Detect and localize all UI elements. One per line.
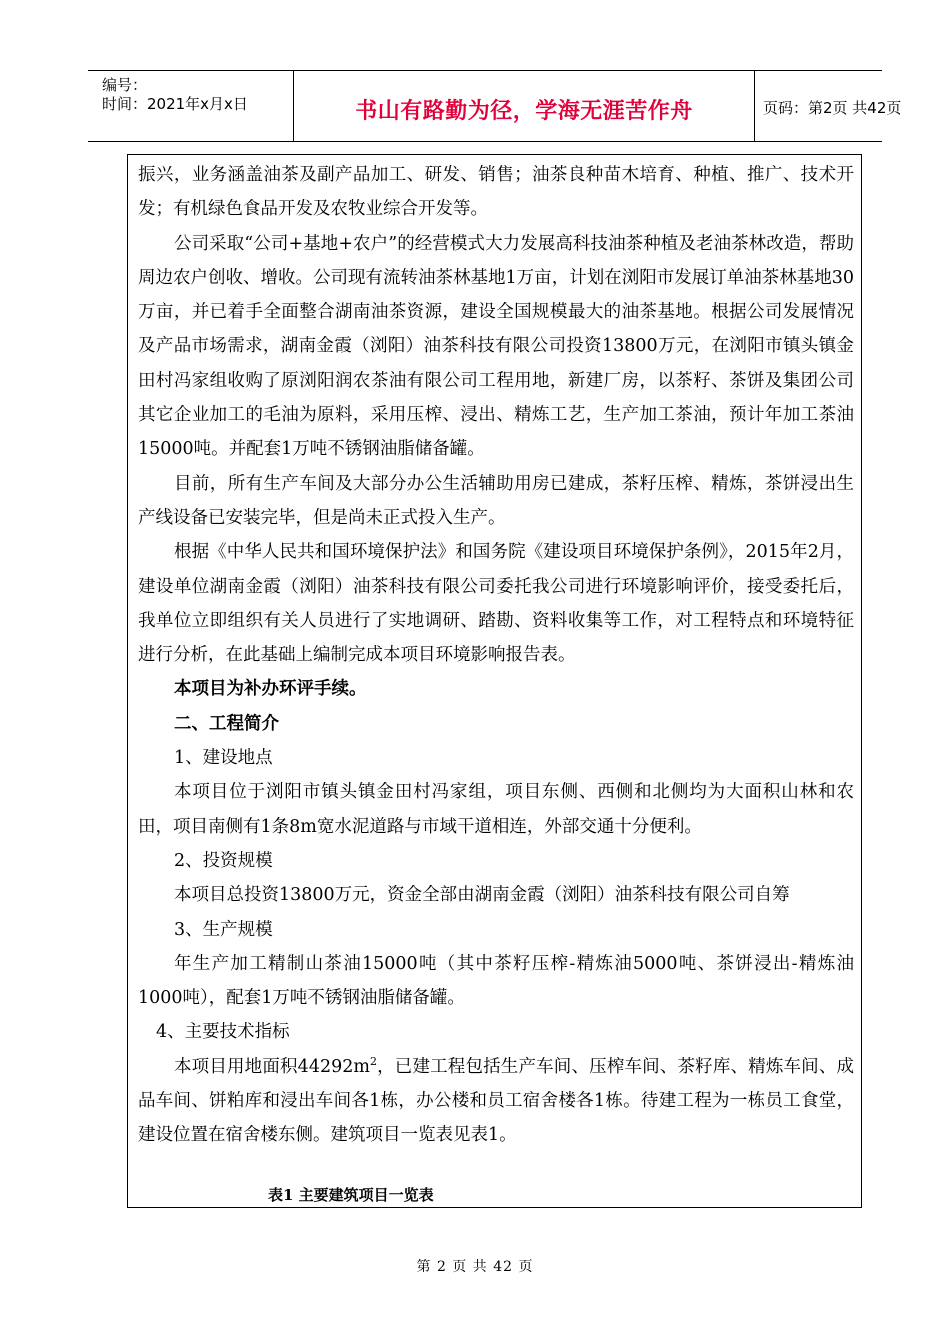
paragraph: 年生产加工精制山茶油15000吨（其中茶籽压榨-精炼油5000吨、茶饼浸出-精炼油1000吨），配套1万吨不锈钢油脂储备罐。 [138,953,854,1009]
bold-note: 本项目为补办环评手续。 [174,679,367,700]
paragraph-text: 本项目用地面积44292m [174,1056,370,1077]
paragraph: 公司采取“公司+基地+农户”的经营模式大力发展高科技油茶种植及老油茶林改造，帮助周边农户创收、增收。公司现有流转油茶林基地1万亩，计划在浏阳市发展订单油茶林基地30万亩，并已着手全面整合湖南油茶资源，建设全国规模最大的油茶基地。根据公司发展情况及产品市场需求，湖南金霞（浏阳）油茶科技有限公司投资13800万元，在浏阳市镇头镇金田村冯家组收购了原浏阳润农茶油有限公司工程用地，新建厂房，以茶籽、茶饼及集团公司其它企业加工的毛油为原料，采用压榨、浸出、精炼工艺，生产加工茶油，预计年加工茶油15000吨。并配套1万吨不锈钢油脂储备罐。 [138,233,854,460]
paragraph: 振兴，业务涵盖油茶及副产品加工、研发、销售；油茶良种苗木培育、种植、推广、技术开发；有机绿色食品开发及农牧业综合开发等。 [138,165,854,220]
paragraph-text: ，已建工程包括生产车间、压榨车间、茶籽库、精炼车间、成品车间、饼粕库和浸出车间各1栋，办公楼和员工宿舍楼各1栋。待建工程为一栋员工食堂，建设位置在宿舍楼东侧。建筑项目一览表见表1。 [138,1056,855,1146]
header-page-cell [754,71,902,141]
paragraph [138,1050,854,1153]
header-motto: 书山有路勤为径，学海无涯苦作舟 [355,99,693,124]
paragraph: 根据《中华人民共和国环境保护法》和国务院《建设项目环境保护条例》，2015年2月，建设单位湖南金霞（浏阳）油茶科技有限公司委托我公司进行环境影响评价，接受委托后，我单位立即组织有关人员进行了实地调研、踏勘、资料收集等工作，对工程特点和环境特征进行分析，在此基础上编制完成本项目环境影响报告表。 [138,542,854,666]
paragraph: 本项目位于浏阳市镇头镇金田村冯家组，项目东侧、西侧和北侧均为大面积山林和农田，项目南侧有1条8m宽水泥道路与市域干道相连，外部交通十分便利。 [138,782,854,837]
header-page-label: 页码：第2页 共42页 [763,99,902,117]
subsection-heading: 2、投资规模 [174,850,273,871]
subsection-heading: 3、生产规模 [174,919,273,940]
content-box [127,154,862,1208]
paragraph: 本项目总投资13800万元，资金全部由湖南金霞（浏阳）油茶科技有限公司自筹 [174,885,790,906]
subsection-heading: 4、主要技术指标 [156,1022,290,1043]
document-body [138,158,854,1153]
page-footer: 第 2 页 共 42 页 [416,1259,534,1275]
time-label: 时间：2021年x月x日 [102,95,248,113]
section-heading: 二、工程简介 [174,713,279,734]
number-label: 编号： [102,76,148,94]
header-meta [88,71,293,141]
header-motto-cell [293,71,755,141]
paragraph: 目前，所有生产车间及大部分办公生活辅助用房已建成，茶籽压榨、精炼，茶饼浸出生产线设备已安装完毕，但是尚未正式投入生产。 [138,473,854,528]
document-header [88,70,902,142]
subsection-heading: 1、建设地点 [174,748,273,769]
table-caption: 表1 主要建筑项目一览表 [268,1186,434,1204]
superscript: 2 [369,1054,377,1068]
